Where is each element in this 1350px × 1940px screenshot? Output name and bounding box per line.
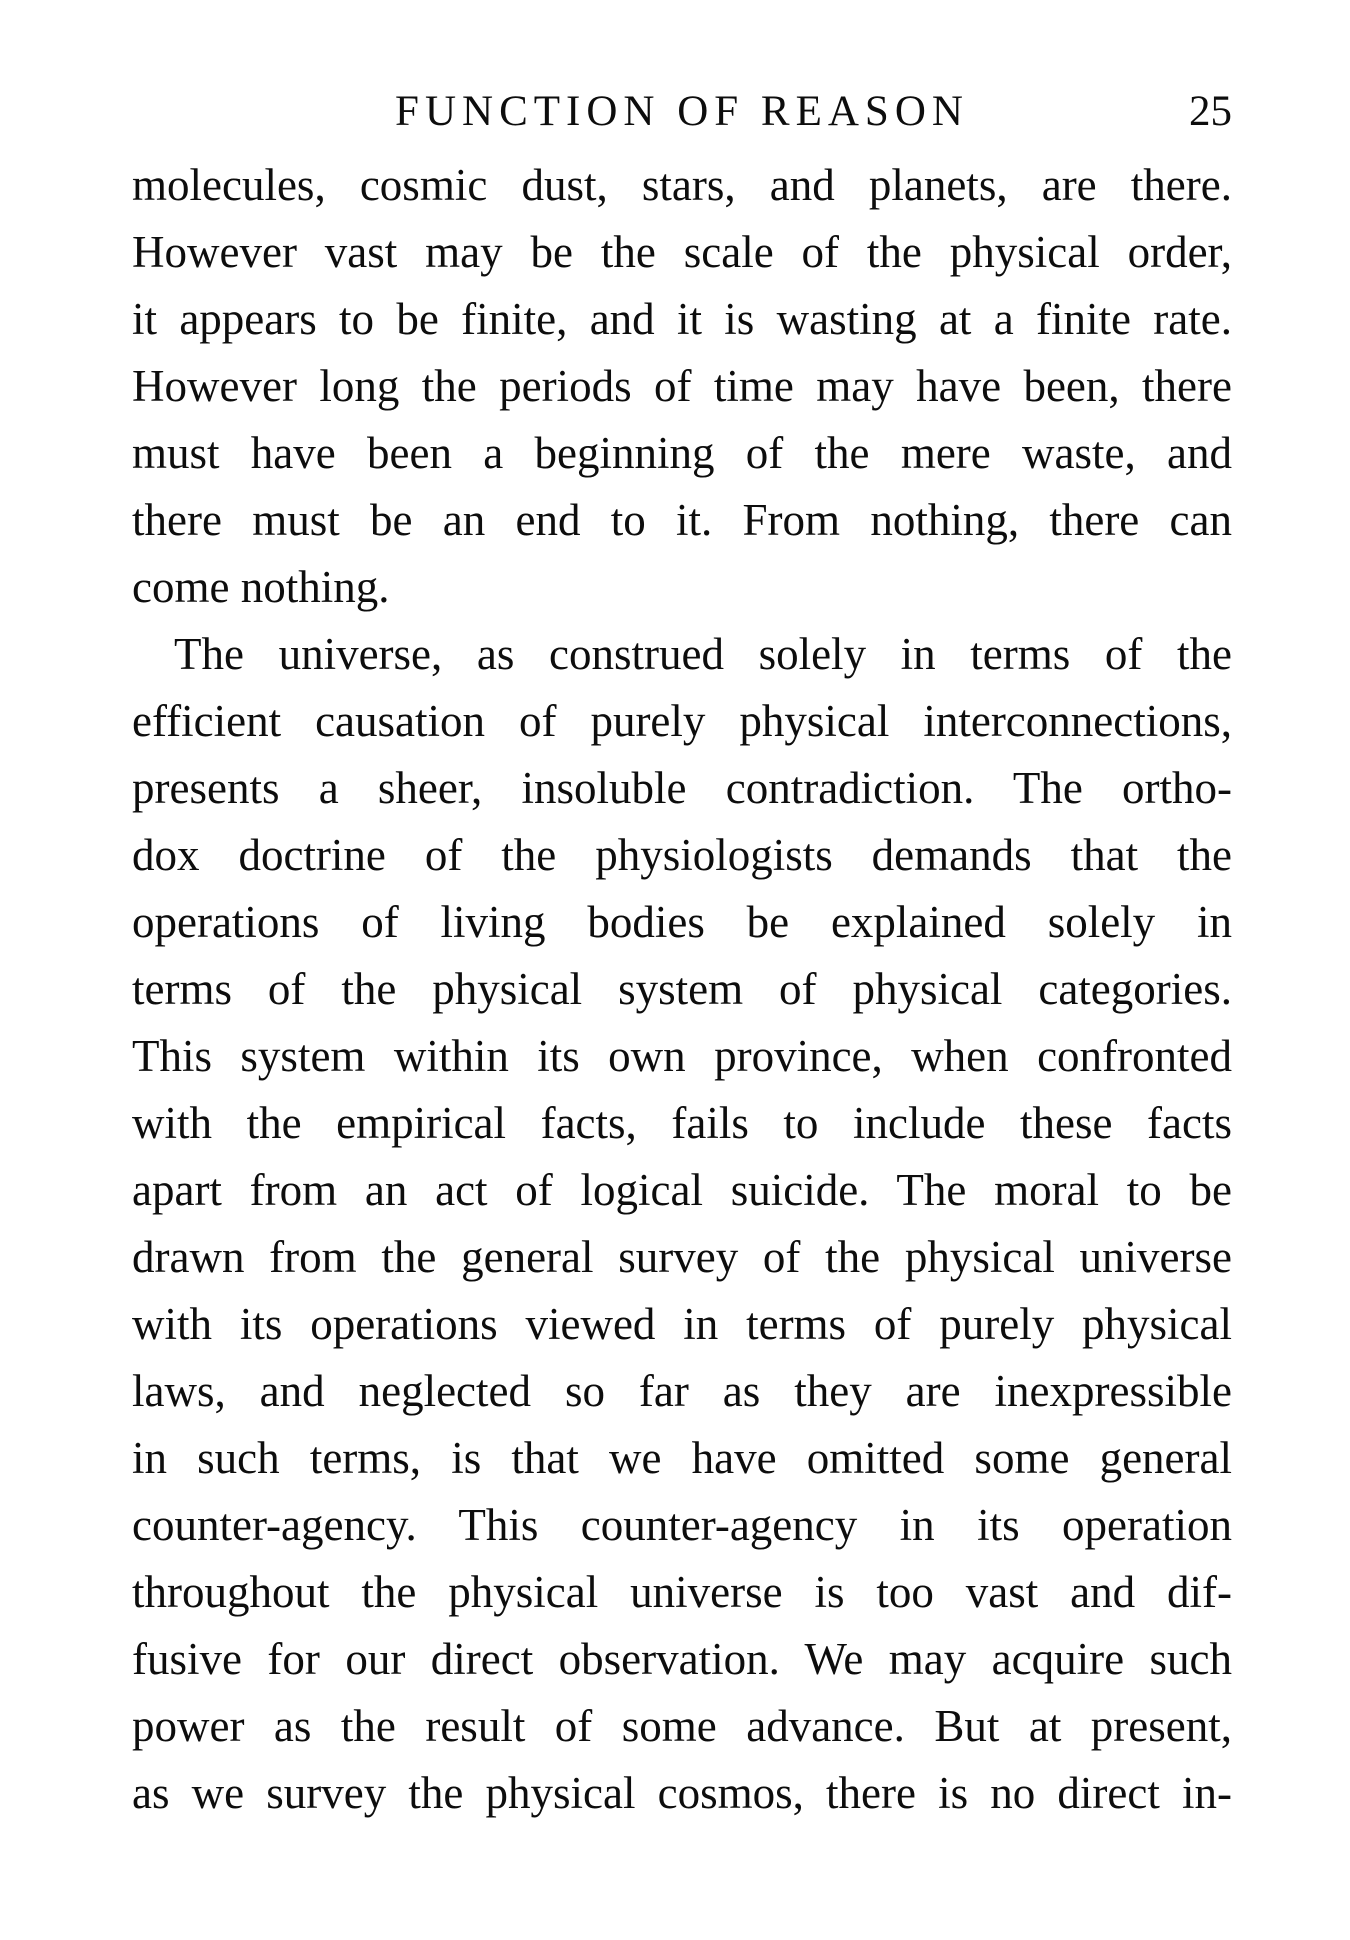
text-line: power as the result of some advance. But at present, xyxy=(132,1701,1232,1751)
text-line: there must be an end to it. From nothing, there can xyxy=(132,495,1232,545)
text-line: in such terms, is that we have omitted some general xyxy=(132,1433,1232,1483)
text-line: presents a sheer, insoluble contradiction. The ortho- xyxy=(132,763,1232,813)
text-line: drawn from the general survey of the physical universe xyxy=(132,1232,1232,1282)
text-line: it appears to be finite, and it is wasting at a finite rate. xyxy=(132,294,1232,344)
paragraph-end-line: come nothing. xyxy=(132,562,390,612)
text-line: However long the periods of time may have been, there xyxy=(132,361,1232,411)
text-line: must have been a beginning of the mere waste, and xyxy=(132,428,1232,478)
paragraph-start-line: The universe, as construed solely in terms of the xyxy=(174,629,1232,679)
text-line: However vast may be the scale of the physical order, xyxy=(132,227,1232,277)
text-line: This system within its own province, when confronted xyxy=(132,1031,1232,1081)
body-text xyxy=(132,152,1232,1827)
running-title: FUNCTION OF REASON xyxy=(395,88,969,135)
text-line: fusive for our direct observation. We may acquire such xyxy=(132,1634,1232,1684)
running-head xyxy=(132,82,1232,142)
text-line: throughout the physical universe is too vast and dif- xyxy=(132,1567,1232,1617)
text-line: operations of living bodies be explained solely in xyxy=(132,897,1232,947)
page-number: 25 xyxy=(1189,88,1232,135)
text-line: with the empirical facts, fails to include these facts xyxy=(132,1098,1232,1148)
text-line: dox doctrine of the physiologists demands that the xyxy=(132,830,1232,880)
text-line: terms of the physical system of physical categories. xyxy=(132,964,1232,1014)
text-line: counter-agency. This counter-agency in its operation xyxy=(132,1500,1232,1550)
text-line: with its operations viewed in terms of purely physical xyxy=(132,1299,1232,1349)
text-line: molecules, cosmic dust, stars, and planets, are there. xyxy=(132,160,1232,210)
text-line: apart from an act of logical suicide. The moral to be xyxy=(132,1165,1232,1215)
text-line: efficient causation of purely physical interconnections, xyxy=(132,696,1232,746)
text-line: as we survey the physical cosmos, there is no direct in- xyxy=(132,1768,1232,1818)
text-line: laws, and neglected so far as they are inexpressible xyxy=(132,1366,1232,1416)
